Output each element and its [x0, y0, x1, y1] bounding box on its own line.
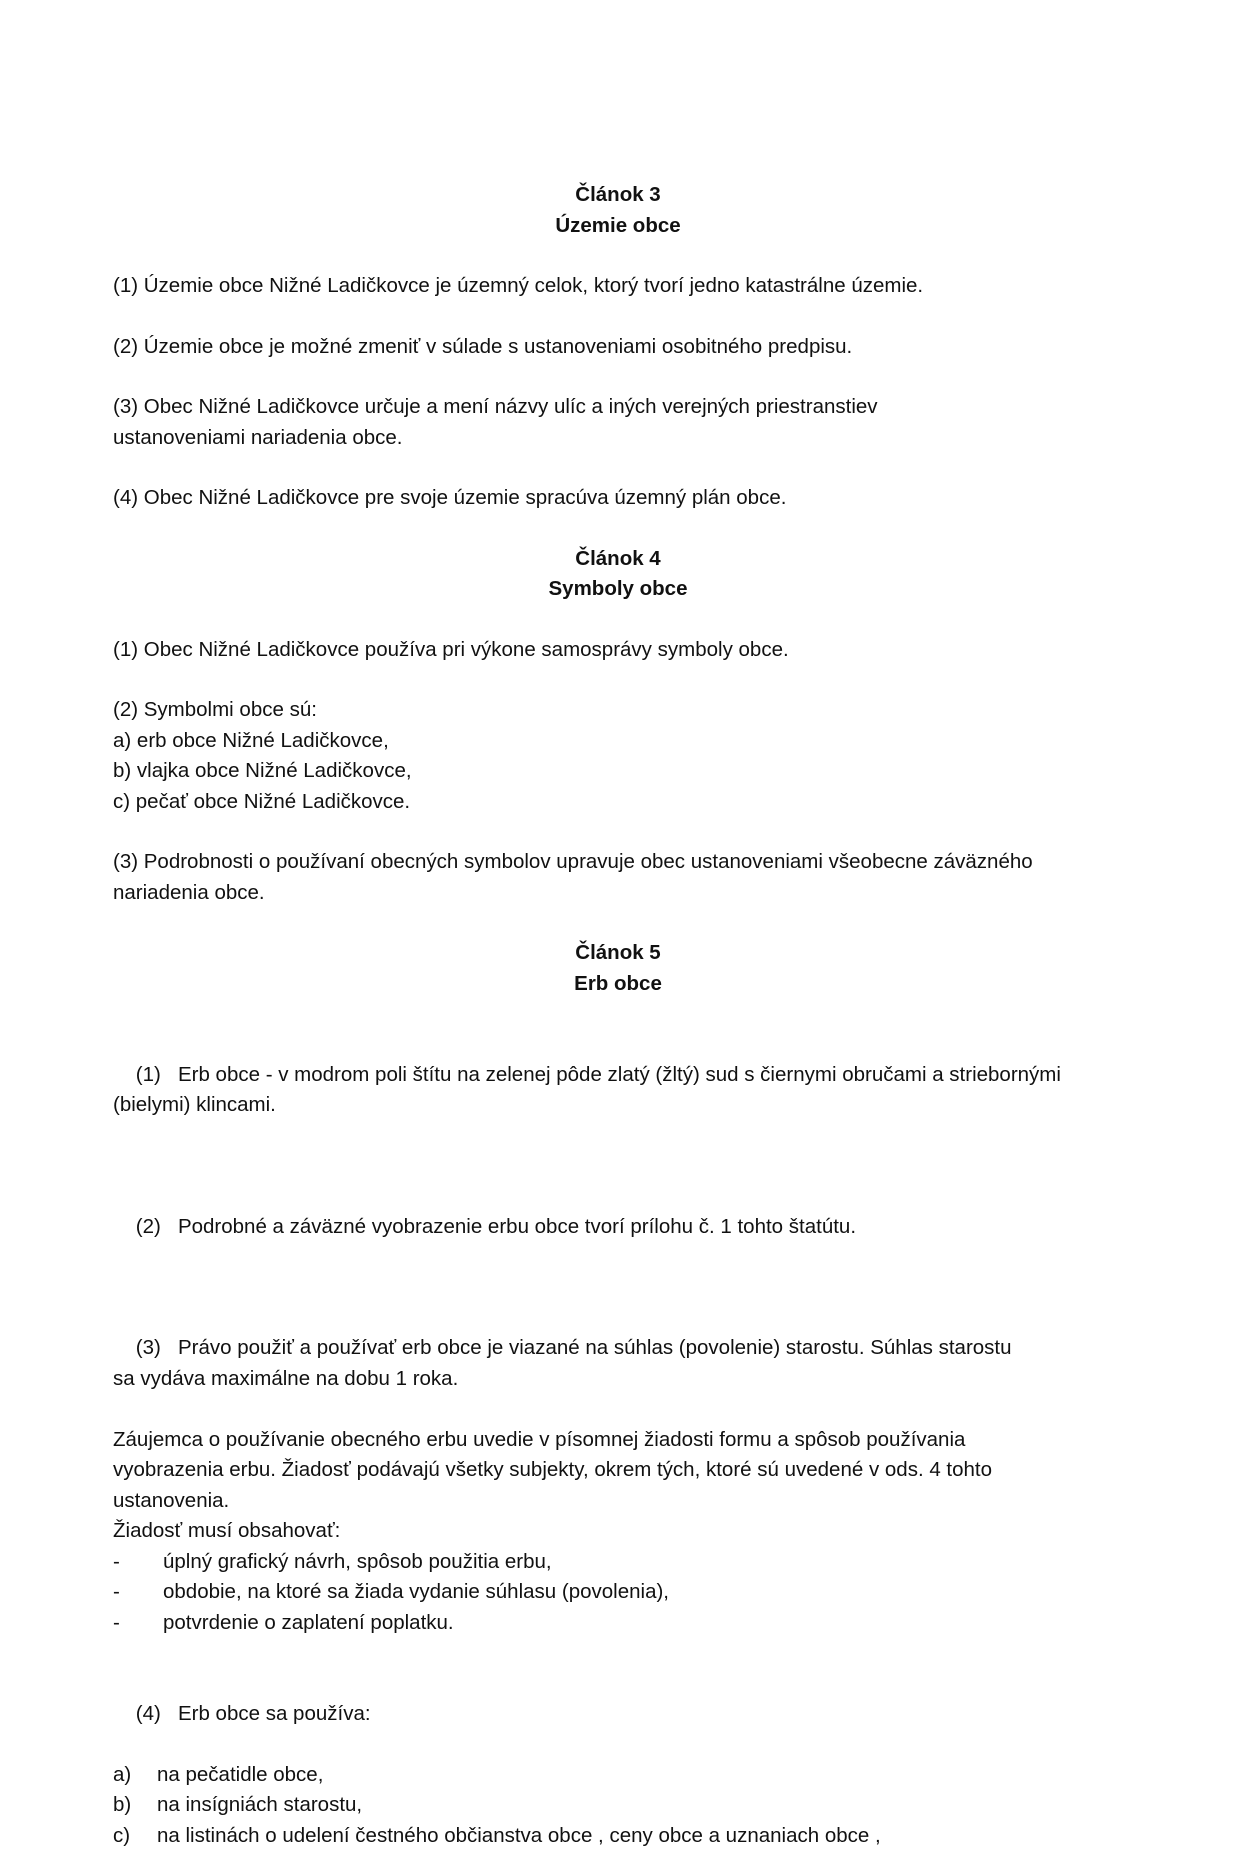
article-5-requirement-3: [113, 1608, 1123, 1639]
document-page: [113, 180, 1123, 1851]
requirement-text: úplný grafický návrh, spôsob použitia erbu,: [163, 1547, 552, 1578]
requirement-text: obdobie, na ktoré sa žiada vydanie súhlasu (povolenia),: [163, 1577, 669, 1608]
article-5-request-requirements: Žiadosť musí obsahovať:: [113, 1516, 1123, 1547]
article-4-list-item-b: b) vlajka obce Nižné Ladičkovce,: [113, 756, 1123, 787]
letter-marker: c): [113, 1821, 157, 1851]
article-4-list-item-c: c) pečať obce Nižné Ladičkovce.: [113, 787, 1123, 818]
article-3-number: Článok 3: [113, 180, 1123, 211]
article-4-header: [113, 544, 1123, 605]
dash-marker: -: [113, 1577, 163, 1608]
dash-marker: -: [113, 1547, 163, 1578]
article-5-paragraph-1-text: Erb obce - v modrom poli štítu na zelenej pôde zlatý (žltý) sud s čiernymi obručami a striebornými (bielymi) klincami.: [113, 1063, 1067, 1117]
article-5-paragraph-2: [113, 1181, 1123, 1273]
article-5-paragraph-3-text: Právo použiť a používať erb obce je viazané na súhlas (povolenie) starostu. Súhlas starostu sa vydáva maximálne na dobu 1 roka.: [113, 1336, 1017, 1390]
article-5-paragraph-2-marker: (2): [136, 1215, 161, 1238]
article-5-paragraph-3: [113, 1303, 1033, 1425]
article-4-list-item-a: a) erb obce Nižné Ladičkovce,: [113, 726, 1123, 757]
article-5-usage-item-b: [113, 1790, 1123, 1821]
usage-text: na pečatidle obce,: [157, 1760, 323, 1791]
article-4-paragraph-2-intro: (2) Symbolmi obce sú:: [113, 695, 1123, 726]
article-5-paragraph-4-text: Erb obce sa používa:: [178, 1702, 371, 1725]
letter-marker: b): [113, 1790, 157, 1821]
letter-marker: a): [113, 1760, 157, 1791]
article-5-paragraph-3-marker: (3): [136, 1336, 161, 1359]
article-5-paragraph-1-marker: (1): [136, 1063, 161, 1086]
article-5-paragraph-4: [113, 1668, 1123, 1760]
article-3-title: Územie obce: [113, 211, 1123, 242]
article-5-paragraph-3-continuation: Záujemca o používanie obecného erbu uvedie v písomnej žiadosti formu a spôsob používania vyobrazenia erbu. Žiadosť podávajú všetky subjekty, okrem tých, ktoré sú uvedené v ods. 4 tohto ustanovenia.: [113, 1425, 1023, 1517]
article-4-title: Symboly obce: [113, 574, 1123, 605]
article-4-paragraph-1: (1) Obec Nižné Ladičkovce používa pri výkone samosprávy symboly obce.: [113, 635, 1123, 666]
usage-text: na insígniách starostu,: [157, 1790, 362, 1821]
article-5-requirement-1: [113, 1547, 1123, 1578]
article-3-paragraph-4: (4) Obec Nižné Ladičkovce pre svoje územie spracúva územný plán obce.: [113, 483, 1123, 514]
article-5-requirement-2: [113, 1577, 1123, 1608]
article-5-paragraph-4-marker: (4): [136, 1702, 161, 1725]
article-4-number: Článok 4: [113, 544, 1123, 575]
article-5-header: [113, 938, 1123, 999]
article-3-header: [113, 180, 1123, 241]
article-5-usage-item-c: [113, 1821, 1123, 1851]
article-5-paragraph-2-text: Podrobné a záväzné vyobrazenie erbu obce tvorí prílohu č. 1 tohto štatútu.: [178, 1215, 856, 1238]
usage-text: na listinách o udelení čestného občianstva obce , ceny obce a uznaniach obce ,: [157, 1821, 881, 1851]
article-5-usage-item-a: [113, 1760, 1123, 1791]
article-5-paragraph-1: [113, 1029, 1063, 1151]
article-5-title: Erb obce: [113, 969, 1123, 1000]
article-4-paragraph-3: (3) Podrobnosti o používaní obecných symbolov upravuje obec ustanoveniami všeobecne záväzného nariadenia obce.: [113, 847, 1043, 908]
article-5-number: Článok 5: [113, 938, 1123, 969]
article-3-paragraph-3: (3) Obec Nižné Ladičkovce určuje a mení názvy ulíc a iných verejných priestranstiev ustanoveniami nariadenia obce.: [113, 392, 1013, 453]
dash-marker: -: [113, 1608, 163, 1639]
article-3-paragraph-1: (1) Územie obce Nižné Ladičkovce je územný celok, ktorý tvorí jedno katastrálne územie.: [113, 271, 1123, 302]
requirement-text: potvrdenie o zaplatení poplatku.: [163, 1608, 454, 1639]
article-3-paragraph-2: (2) Územie obce je možné zmeniť v súlade s ustanoveniami osobitného predpisu.: [113, 332, 1123, 363]
